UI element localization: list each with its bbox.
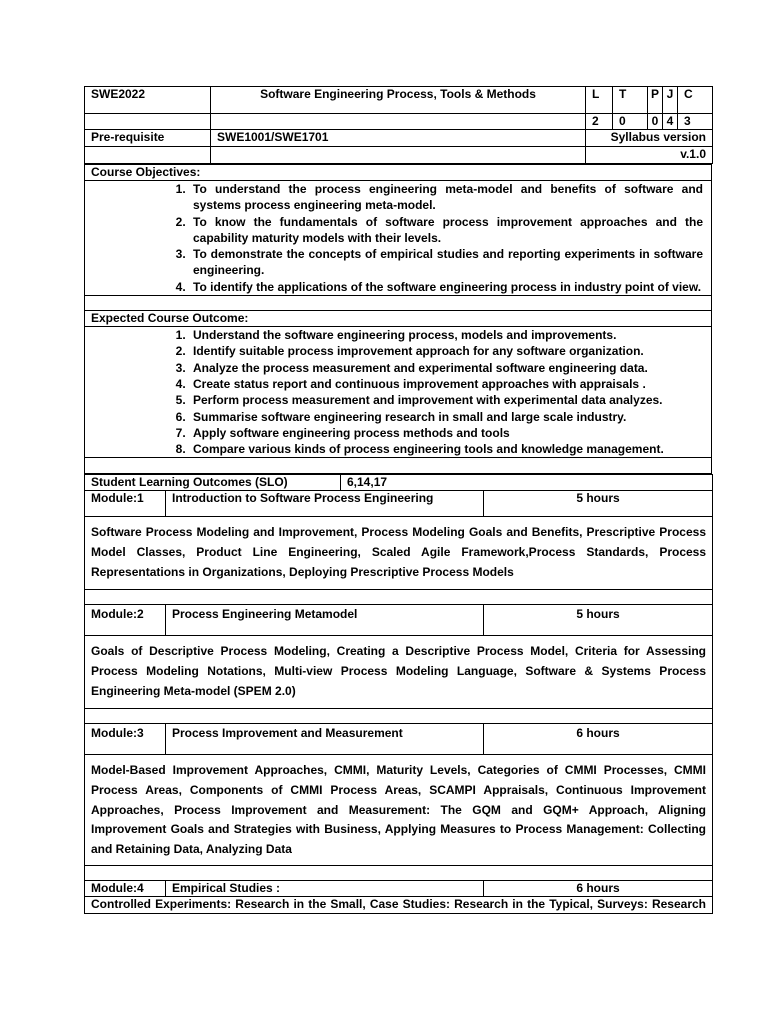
spacer-row <box>85 590 713 605</box>
objective-item: 1. To understand the process engineering meta-model and benefits of software and systems process engineering meta-model. <box>189 181 703 214</box>
slo-label: Student Learning Outcomes (SLO) <box>85 475 341 491</box>
outcome-item: 3. Analyze the process measurement and experimental software engineering data. <box>189 360 703 376</box>
objectives-outcomes-table <box>84 164 712 474</box>
outcome-item: 1. Understand the software engineering process, models and improvements. <box>189 327 703 343</box>
objective-item: 2. To know the fundamentals of software process improvement approaches and the capability maturity models with their levels. <box>189 214 703 247</box>
prerequisite-value: SWE1001/SWE1701 <box>211 130 586 147</box>
prerequisite-label: Pre-requisite <box>85 130 211 147</box>
ltpjc-value-j: 4 <box>663 114 678 130</box>
module-title: Process Engineering Metamodel <box>166 605 484 636</box>
outcome-item: 2. Identify suitable process improvement approach for any software organization. <box>189 343 703 359</box>
spacer-row <box>85 458 712 474</box>
syllabus-version-label: Syllabus version <box>586 130 713 147</box>
syllabus-page <box>84 86 712 914</box>
blank-cell <box>211 114 586 130</box>
blank-cell <box>85 114 211 130</box>
spacer-row <box>85 296 712 311</box>
outcome-item: 4. Create status report and continuous improvement approaches with appraisals . <box>189 376 703 392</box>
module-title: Process Improvement and Measurement <box>166 724 484 755</box>
outcomes-list-cell <box>85 327 712 458</box>
modules-table <box>84 474 713 914</box>
module-label: Module:3 <box>85 724 166 755</box>
module-content: Model-Based Improvement Approaches, CMMI, Maturity Levels, Categories of CMMI Processes, CMMI Process Areas, Components of CMMI Process Areas, SCAMPI Appraisals, Continuous Improvement Approaches, Process Improvement and Measurement: The GQM and GQM+ Approach, Aligning Improvement Goals and Strategies with Business, Applying Measures to Process Management: Collecting and Retaining Data, Analyzing Data <box>85 755 713 866</box>
module-label: Module:2 <box>85 605 166 636</box>
syllabus-version-value: v.1.0 <box>586 147 713 164</box>
blank-cell <box>85 147 211 164</box>
module-title: Introduction to Software Process Engineering <box>166 491 484 517</box>
outcome-item: 5. Perform process measurement and improvement with experimental data analyzes. <box>189 392 703 408</box>
ltpjc-label-c: C <box>678 87 713 114</box>
objectives-list <box>91 181 703 295</box>
objectives-heading: Course Objectives: <box>85 165 712 181</box>
module-hours: 6 hours <box>484 881 713 897</box>
course-header-table <box>84 86 713 164</box>
ltpjc-value-p: 0 <box>648 114 663 130</box>
ltpjc-value-l: 2 <box>586 114 613 130</box>
objectives-list-cell <box>85 181 712 296</box>
blank-cell <box>211 147 586 164</box>
outcomes-list <box>91 327 703 457</box>
ltpjc-label-t: T <box>613 87 648 114</box>
outcomes-heading: Expected Course Outcome: <box>85 311 712 327</box>
module-title: Empirical Studies : <box>166 881 484 897</box>
outcome-item: 7. Apply software engineering process methods and tools <box>189 425 703 441</box>
ltpjc-label-p: P <box>648 87 663 114</box>
module-content: Goals of Descriptive Process Modeling, Creating a Descriptive Process Model, Criteria for Assessing Process Modeling Notations, Multi-view Process Modeling Language, Software & Systems Process Engineering Meta-model (SPEM 2.0) <box>85 636 713 709</box>
module-hours: 5 hours <box>484 605 713 636</box>
module-label: Module:1 <box>85 491 166 517</box>
course-title: Software Engineering Process, Tools & Methods <box>211 87 586 114</box>
module-content: Controlled Experiments: Research in the Small, Case Studies: Research in the Typical, Surveys: Research <box>85 897 713 914</box>
module-hours: 5 hours <box>484 491 713 517</box>
module-hours: 6 hours <box>484 724 713 755</box>
objective-item: 3. To demonstrate the concepts of empirical studies and reporting experiments in software engineering. <box>189 246 703 279</box>
module-label: Module:4 <box>85 881 166 897</box>
course-code: SWE2022 <box>85 87 211 114</box>
outcome-item: 8. Compare various kinds of process engineering tools and knowledge management. <box>189 441 703 457</box>
spacer-row <box>85 709 713 724</box>
slo-value: 6,14,17 <box>341 475 713 491</box>
ltpjc-value-t: 0 <box>613 114 648 130</box>
objective-item: 4. To identify the applications of the software engineering process in industry point of view. <box>189 279 703 295</box>
spacer-row <box>85 866 713 881</box>
ltpjc-value-c: 3 <box>678 114 713 130</box>
ltpjc-label-l: L <box>586 87 613 114</box>
outcome-item: 6. Summarise software engineering research in small and large scale industry. <box>189 409 703 425</box>
ltpjc-label-j: J <box>663 87 678 114</box>
module-content: Software Process Modeling and Improvement, Process Modeling Goals and Benefits, Prescriptive Process Model Classes, Product Line Engineering, Scaled Agile Framework,Process Standards, Process Representations in Organizations, Deploying Prescriptive Process Models <box>85 517 713 590</box>
